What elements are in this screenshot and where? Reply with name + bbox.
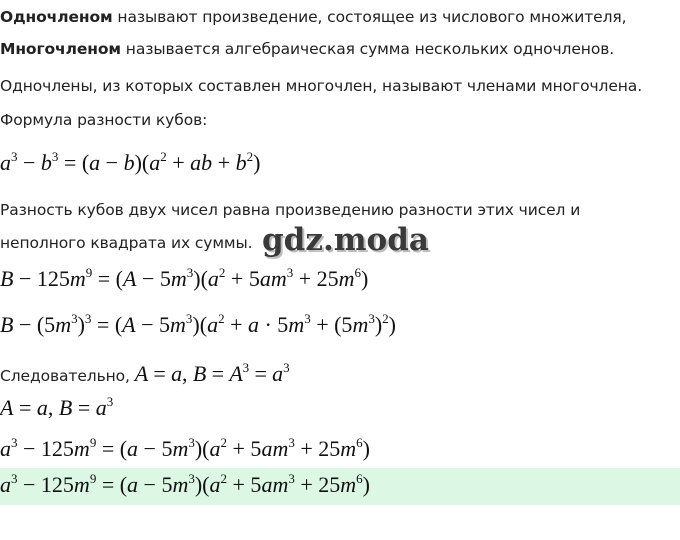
conclusion-line: Следовательно, A = a, $B = A^3 = a^3$ — [0, 360, 290, 386]
formula-difference-of-cubes: $a^3 - b^3 = (a - b)(a^2$ + ab + $b^2$) — [0, 149, 261, 175]
rule-text-line2: неполного квадрата их суммы. — [0, 234, 253, 252]
rule-text-line1: Разность кубов двух чисел равна произведению разности этих чисел и — [0, 201, 581, 219]
formula-result: $a^3 - 125m^9 = (a - 5m^3)(a^2 + 5am^3 + 25m^6)$ — [0, 435, 370, 461]
definition-monomial: Одночленом называют произведение, состоящее из числового множителя, — [0, 8, 627, 26]
formula-caption: Формула разности кубов: — [0, 111, 208, 129]
watermark: gdz.moda — [262, 222, 429, 258]
formula-step-2: $B - (5m^3)^3 = (A - 5m^3)(a^2 + a \cdot 5m^3 + (5m^3)^2)$ — [0, 311, 396, 337]
formula-conclusion: A = a, $B = A^3 = a^3$ — [134, 360, 290, 386]
formula-step-1: $B - 125m^9 = (A - 5m^3)(a^2 + 5am^3 + 25m^6)$ — [0, 265, 369, 291]
definition-members: Одночлены, из которых составлен многочлен, называют членами многочлена. — [0, 77, 643, 95]
formula-answer: $a^3 - 125m^9 = (a - 5m^3)(a^2 + 5am^3 + 25m^6)$ — [0, 471, 370, 497]
definition-polynomial: Многочленом называется алгебраическая сумма нескольких одночленов. — [0, 40, 615, 58]
formula-substitution: A = a, $B = a^3$ — [0, 394, 114, 420]
